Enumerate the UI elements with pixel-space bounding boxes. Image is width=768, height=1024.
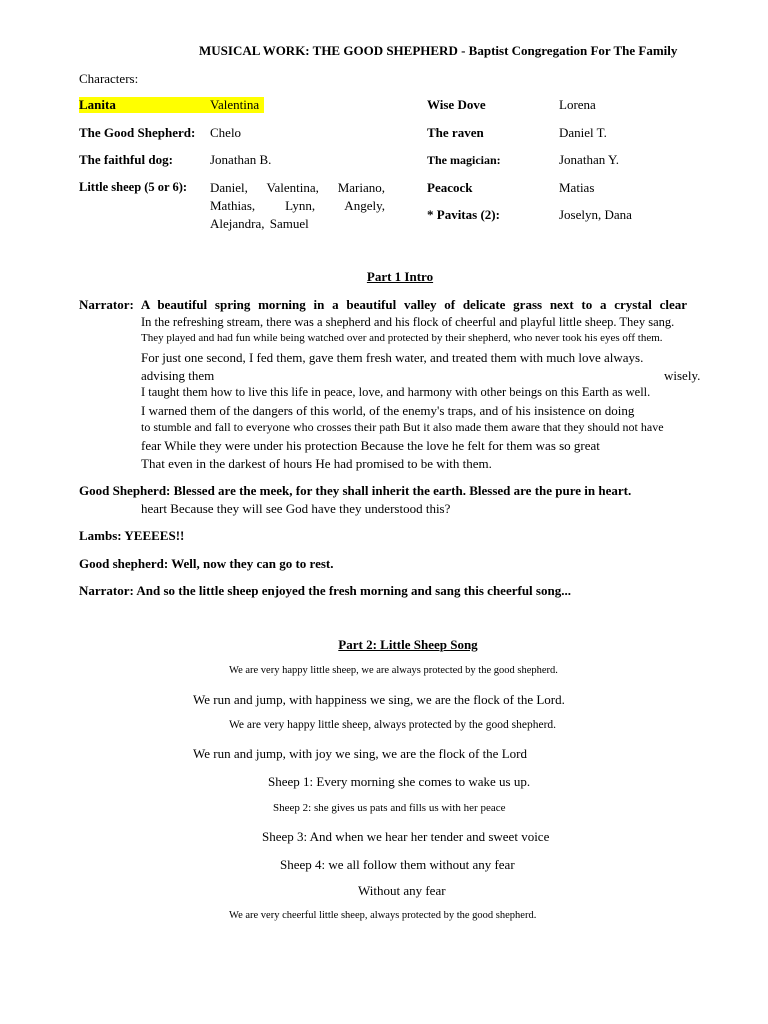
lambs-line: Lambs: YEEEES!! xyxy=(79,528,185,543)
actor-little-sheep: Daniel, Valentina, Mariano, Mathias, Lynn, Angely, Alejandra, Samuel xyxy=(210,180,385,231)
narrator-line: advising them xyxy=(141,368,215,383)
narrator-line: to stumble and fall to everyone who crosses their path But it also made them aware that they should not have xyxy=(141,420,664,434)
actor-peacock: Matias xyxy=(559,180,595,195)
song-line: Sheep 2: she gives us pats and fills us with her peace xyxy=(273,802,506,814)
narrator-end-line: Narrator: And so the little sheep enjoyed the fresh morning and sang this cheerful song... xyxy=(79,583,571,598)
actor-magician: Jonathan Y. xyxy=(559,152,619,167)
part2-heading: Part 2: Little Sheep Song xyxy=(338,637,478,652)
song-line: Sheep 1: Every morning she comes to wake us up. xyxy=(268,774,531,789)
song-line: We are very cheerful little sheep, always protected by the good shepherd. xyxy=(229,910,537,921)
role-peacock: Peacock xyxy=(427,180,473,195)
narrator-line: wisely. xyxy=(664,368,701,383)
actor-pavitas: Joselyn, Dana xyxy=(559,207,632,222)
song-line: We are very happy little sheep, we are always protected by the good shepherd. xyxy=(229,665,558,676)
song-line: We run and jump, with joy we sing, we are the flock of the Lord xyxy=(193,746,527,761)
narrator-line: fear While they were under his protection Because the love he felt for them was so great xyxy=(141,438,600,453)
actor-lanita: Valentina xyxy=(210,97,260,112)
characters-label: Characters: xyxy=(79,71,139,86)
role-good-shepherd: The Good Shepherd: xyxy=(79,125,196,140)
role-magician: The magician: xyxy=(427,153,501,167)
narrator-line: I warned them of the dangers of this world, of the enemy's traps, and of his insistence on doing xyxy=(141,403,635,418)
shepherd-continuation: heart Because they will see God have they understood this? xyxy=(141,501,451,516)
actor-faithful-dog: Jonathan B. xyxy=(210,152,272,167)
song-line: We are very happy little sheep, always protected by the good shepherd. xyxy=(229,719,557,731)
part1-heading: Part 1 Intro xyxy=(366,269,434,284)
narrator-line: That even in the darkest of hours He had promised to be with them. xyxy=(141,456,492,471)
narrator-lead: Narrator: A beautiful spring morning in a beautiful valley of delicate grass next to a crystal clear xyxy=(79,297,687,312)
song-line: We run and jump, with happiness we sing, we are the flock of the Lord. xyxy=(193,692,565,707)
document-title: MUSICAL WORK: THE GOOD SHEPHERD - Baptist Congregation For The Family xyxy=(199,43,678,58)
song-line: Without any fear xyxy=(358,883,446,898)
narrator-line: I taught them how to live this life in peace, love, and harmony with other beings on this Earth as well. xyxy=(141,385,651,399)
role-little-sheep: Little sheep (5 or 6): xyxy=(79,180,188,194)
role-lanita: Lanita xyxy=(79,97,264,113)
role-wise-dove: Wise Dove xyxy=(427,97,486,112)
shepherd-rest-line: Good shepherd: Well, now they can go to rest. xyxy=(79,556,334,571)
role-pavitas: * Pavitas (2): xyxy=(427,207,500,222)
narrator-line: For just one second, I fed them, gave them fresh water, and treated them with much love always. xyxy=(141,350,644,365)
actor-wise-dove: Lorena xyxy=(559,97,596,112)
song-line: Sheep 4: we all follow them without any fear xyxy=(280,857,515,872)
role-faithful-dog: The faithful dog: xyxy=(79,152,173,167)
actor-good-shepherd: Chelo xyxy=(210,125,242,140)
narrator-line: They played and had fun while being watched over and protected by their shepherd, who never took his eyes off them. xyxy=(141,332,663,344)
actor-raven: Daniel T. xyxy=(559,125,607,140)
shepherd-lead: Good Shepherd: Blessed are the meek, for they shall inherit the earth. Blessed are the pure in heart. xyxy=(79,483,632,498)
song-line: Sheep 3: And when we hear her tender and sweet voice xyxy=(262,829,550,844)
role-raven: The raven xyxy=(427,125,484,140)
narrator-line: In the refreshing stream, there was a shepherd and his flock of cheerful and playful little sheep. They sang. xyxy=(141,315,675,329)
